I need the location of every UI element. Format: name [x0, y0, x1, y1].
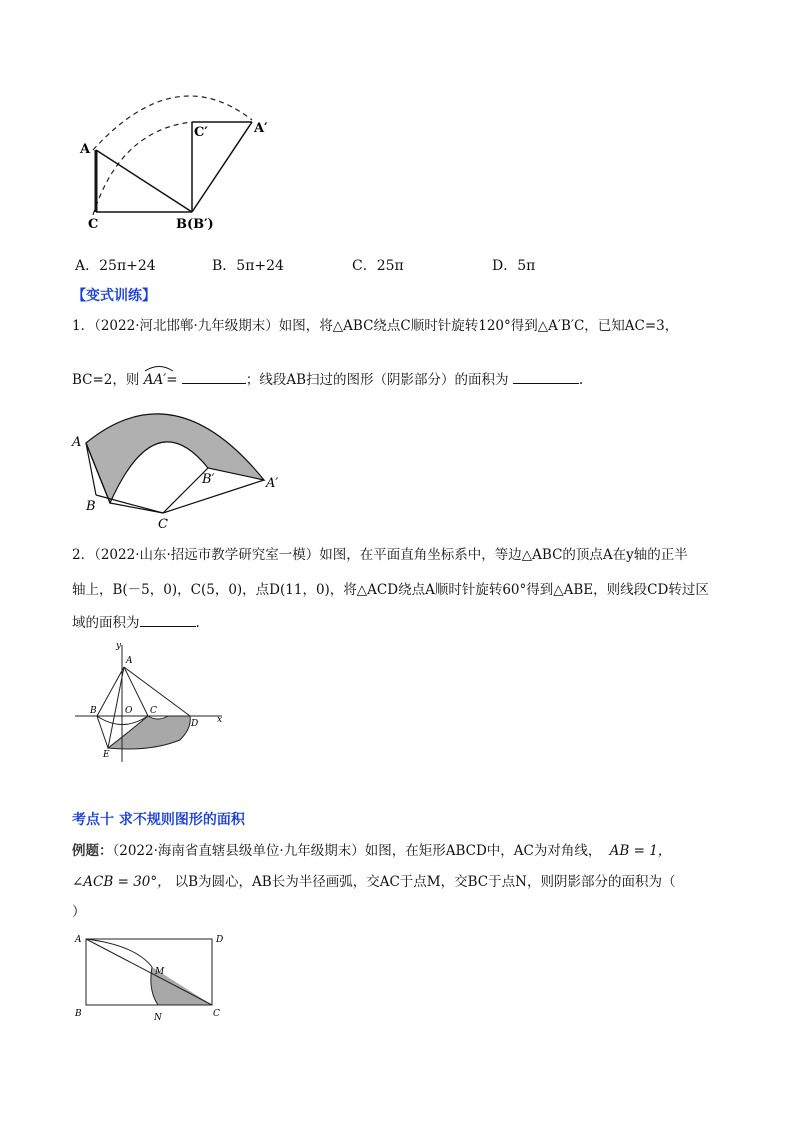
example-line1: 例题：（2022·海南省直辖县级单位·九年级期末）如图，在矩形ABCD中，AC为对角线， AB = 1，	[72, 843, 672, 859]
p2-label-y: y	[116, 641, 122, 651]
p1-label-c: C	[158, 517, 168, 532]
p2-label-x: x	[217, 715, 223, 725]
example-line3: ）	[72, 904, 86, 920]
ex-label-a: A	[75, 935, 82, 945]
problem1-line2: BC=2，则 AA′= ；线段AB扫过的图形（阴影部分）的面积为 .	[72, 369, 583, 390]
example-line2: ∠ACB = 30°， 以B为圆心，AB长为半径画弧，交AC于点M，交BC于点N，则阴影部分的面积为（	[72, 874, 676, 890]
arc-aa-label: AA′	[144, 370, 167, 390]
ex-label-m: M	[155, 967, 165, 977]
problem2-line1: 2．（2022·山东·招远市教学研究室一模）如图，在平面直角坐标系中，等边△ABC的顶点A在y轴的正半	[72, 547, 688, 563]
label-c-prime: C′	[194, 125, 208, 140]
p2-label-c: C	[150, 706, 157, 716]
p1-label-a: A	[72, 435, 82, 450]
label-a: A	[80, 142, 91, 157]
problem2-line2: 轴上，B(－5，0)，C(5，0)，点D(11，0)，将△ACD绕点A顺时针旋转60°得到△ABE，则线段CD转过区	[72, 582, 709, 598]
choice-d[interactable]: D．5π	[492, 258, 536, 274]
problem2-line3: 域的面积为 .	[72, 612, 200, 633]
p2-label-a: A	[126, 656, 133, 666]
p2-label-d: D	[191, 719, 199, 729]
section-title: 考点十 求不规则图形的面积	[72, 812, 245, 828]
ex-label-b: B	[75, 1009, 82, 1019]
label-b: B(B′)	[176, 217, 214, 232]
p1-label-b-prime: B′	[202, 472, 215, 487]
ex-label-c: C	[213, 1009, 220, 1019]
p1-label-b: B	[86, 499, 96, 514]
choice-a[interactable]: A．25π+24	[75, 258, 156, 274]
p1-label-a-prime: A′	[266, 476, 279, 491]
p2-label-o: O	[125, 706, 133, 716]
problem1-line1: 1．（2022·河北邯郸·九年级期末）如图，将△ABC绕点C顺时针旋转120°得到△A′B′C，已知AC=3，	[72, 318, 679, 334]
choice-c[interactable]: C．25π	[352, 258, 404, 274]
p2-label-e: E	[103, 750, 110, 760]
ex-label-n: N	[154, 1013, 162, 1023]
p2-label-b: B	[90, 706, 97, 716]
variation-heading: 【变式训练】	[72, 288, 156, 304]
ex-label-d: D	[216, 935, 224, 945]
label-a-prime: A′	[254, 121, 268, 136]
choice-b[interactable]: B．5π+24	[212, 258, 284, 274]
label-c: C	[88, 217, 99, 232]
